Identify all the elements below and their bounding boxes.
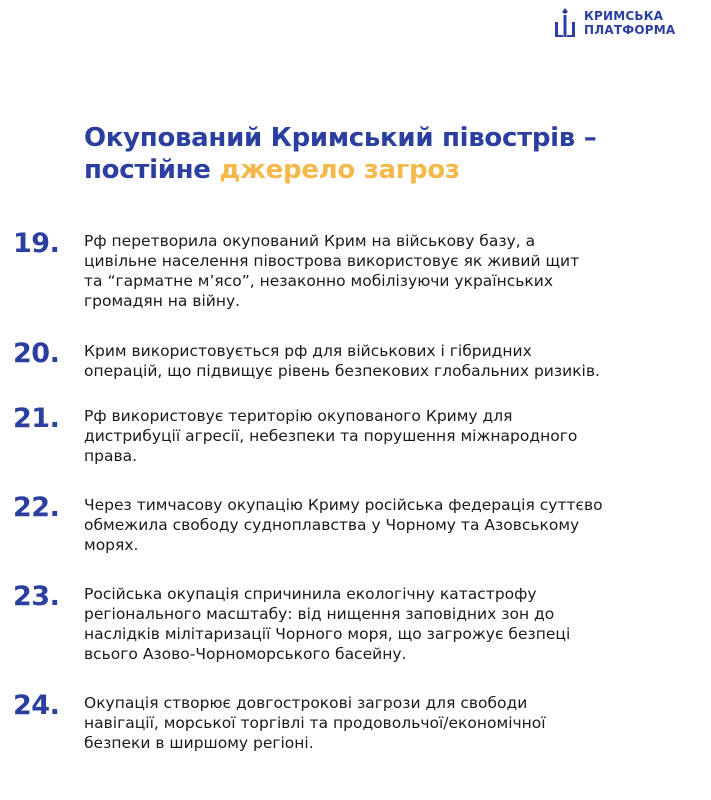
item-number: 21. — [13, 403, 60, 434]
item-number: 23. — [13, 581, 60, 612]
item-number: 22. — [13, 492, 60, 523]
page-title — [84, 122, 704, 186]
title-line-2-start: постійне — [84, 155, 211, 185]
item-number: 20. — [13, 338, 60, 369]
item-number: 19. — [13, 228, 60, 259]
title-line-1: Окупований Кримський півострів – — [84, 123, 597, 153]
crimea-platform-logo-icon — [552, 6, 578, 40]
logo-line-2: ПЛАТФОРМА — [584, 23, 676, 37]
item-number: 24. — [13, 690, 60, 721]
item-text: Крим використовується рф для військових і гібридних операцій, що підвищує рівень безпекових глобальних ризиків. — [84, 342, 600, 380]
item-text: Окупація створює довгострокові загрози для свободи навігації, морської торгівлі та продовольчої/економічної безпеки в ширшому регіоні. — [84, 694, 546, 752]
item-text: Через тимчасову окупацію Криму російська федерація суттєво обмежила свободу судноплавства у Чорному та Азовському морях. — [84, 496, 603, 554]
logo-line-1: КРИМСЬКА — [584, 9, 664, 23]
item-text: Російська окупація спричинила екологічну катастрофу регіонального масштабу: від нищення заповідних зон до наслідків мілітаризації Чорного моря, що загрожує безпеці всього Азово-Чорноморського басейну. — [84, 585, 571, 663]
logo-wordmark — [584, 9, 675, 37]
item-text: Рф перетворила окупований Крим на військову базу, а цивільне населення півострова використовує як живий щит та “гарматне м’ясо”, незаконно мобілізуючи українських громадян на війну. — [84, 232, 580, 310]
brand-logo — [552, 6, 675, 40]
title-accent: джерело загроз — [219, 155, 460, 185]
item-text: Рф використовує територію окупованого Криму для дистрибуції агресії, небезпеки та порушення міжнародного права. — [84, 407, 578, 465]
